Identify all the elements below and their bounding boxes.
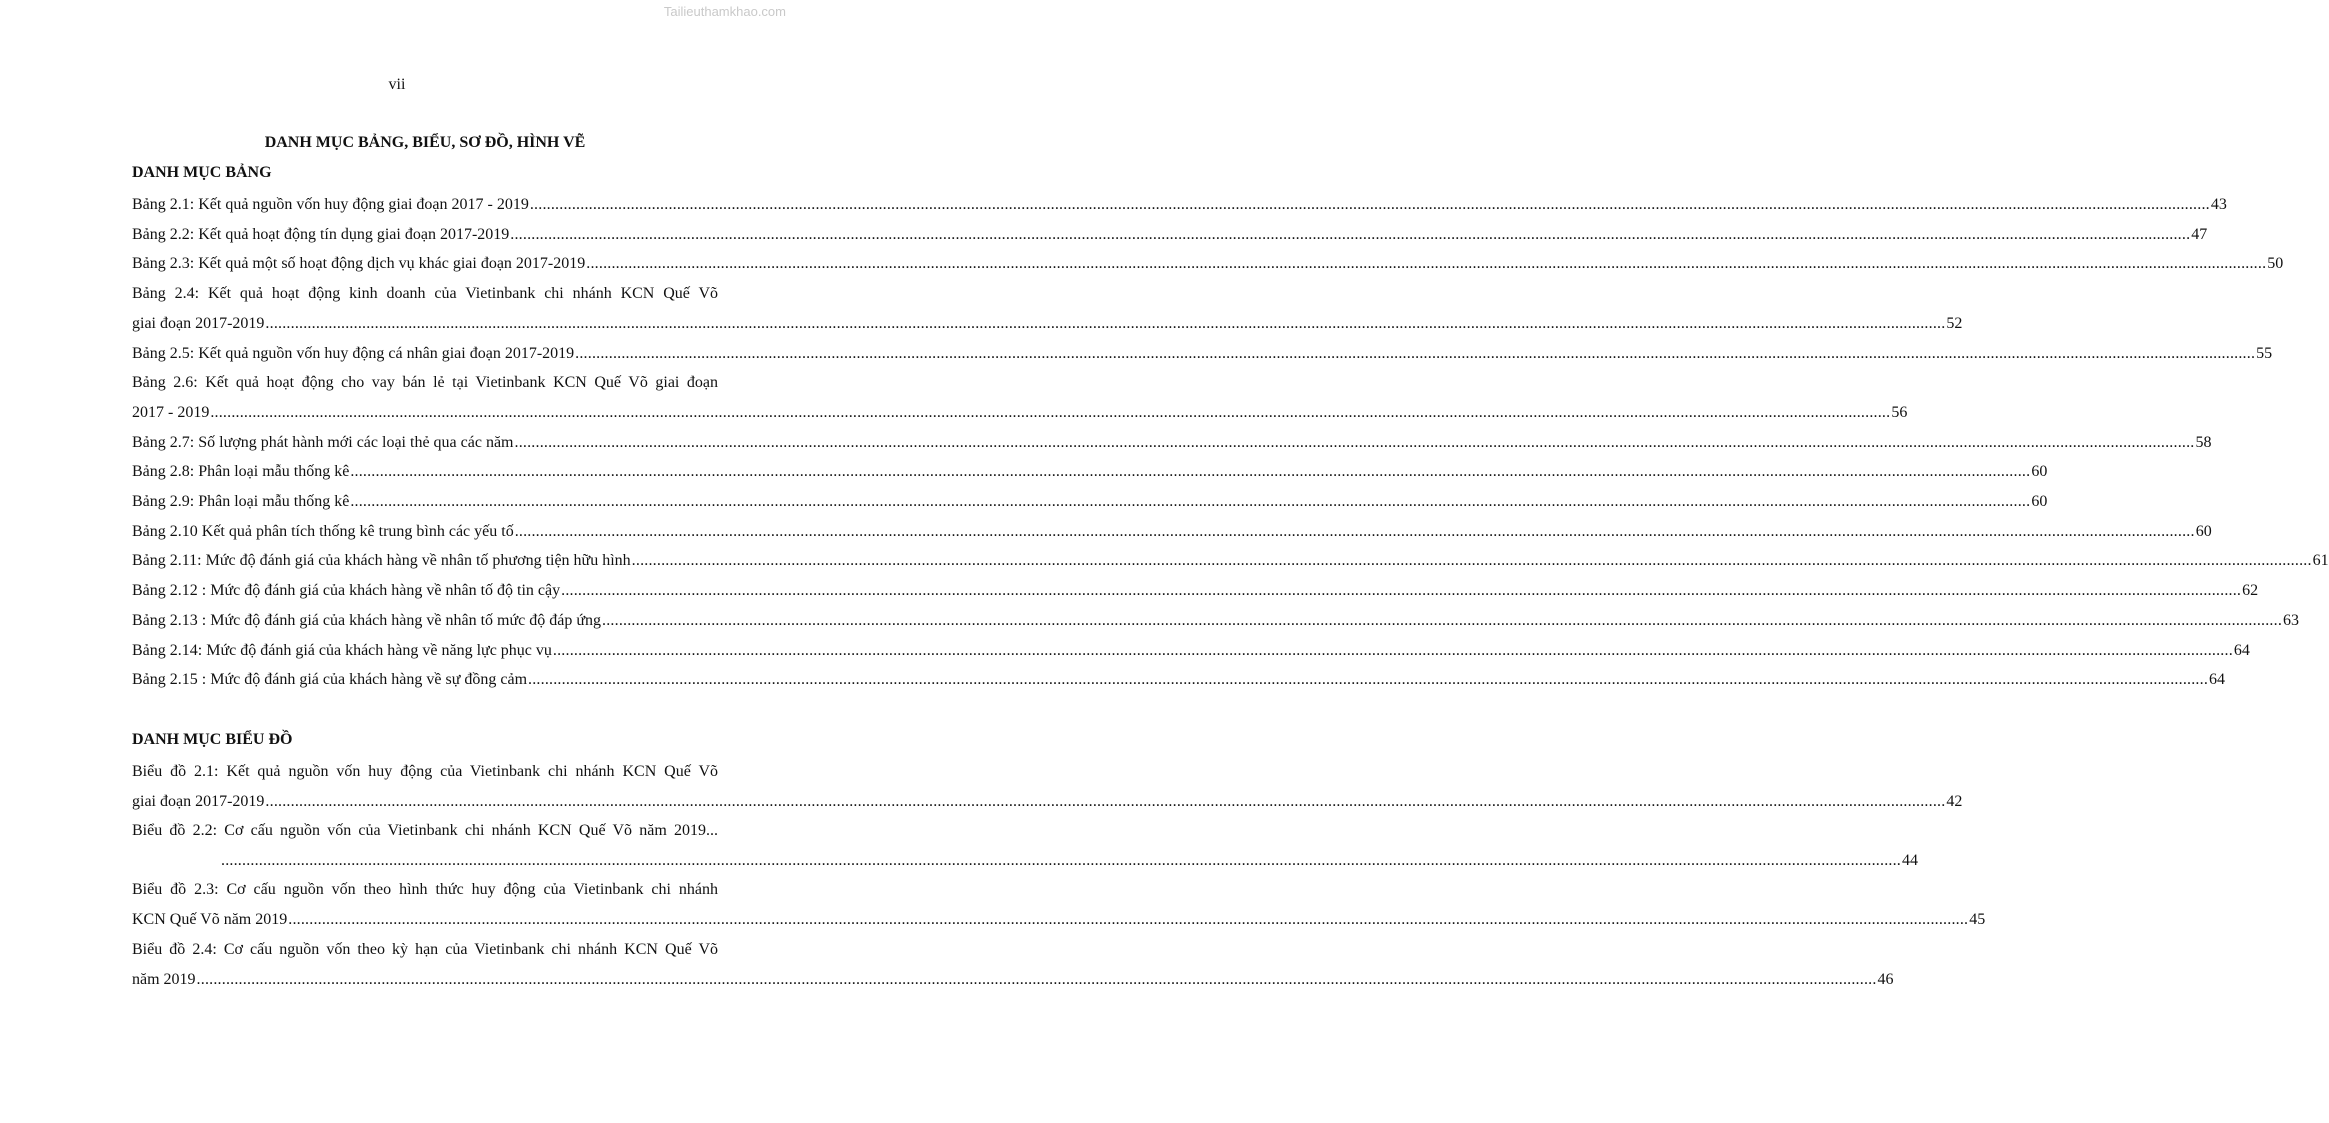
dot-leader: ................................................................................................................................................................................................................................................................................................................................................................................................................ [631, 552, 2312, 570]
table-toc-entry-title: Bảng 2.10 Kết quả phân tích thống kê trung bình các yếu tố [132, 522, 514, 540]
table-toc-entry-title: Bảng 2.9: Phân loại mẫu thống kê [132, 493, 350, 510]
charts-section-heading: DANH MỤC BIỂU ĐỒ [132, 731, 293, 748]
dot-leader: ................................................................................................................................................................................................................................................................................................................................................................................................................ [221, 852, 1901, 870]
table-toc-entry-page-number: 63 [2283, 611, 2300, 629]
table-toc-entry-page-number: 64 [2209, 671, 2226, 689]
dot-leader: ................................................................................................................................................................................................................................................................................................................................................................................................................ [265, 793, 1946, 810]
table-toc-entry-title: 2017 - 2019 [132, 404, 210, 422]
table-toc-entry-title: Bảng 2.14: Mức độ đánh giá của khách hàng về năng lực phục vụ [132, 641, 552, 659]
table-toc-entry[interactable] [132, 517, 2212, 547]
dot-leader: ................................................................................................................................................................................................................................................................................................................................................................................................................ [561, 582, 2242, 600]
chart-toc-entry-title-line: Biểu đồ 2.3: Cơ cấu nguồn vốn theo hình thức huy động của Vietinbank chi nhánh [132, 881, 718, 899]
dot-leader: ................................................................................................................................................................................................................................................................................................................................................................................................................ [575, 344, 2256, 362]
table-toc-entry-title: Bảng 2.12 : Mức độ đánh giá của khách hàng về nhân tố độ tin cậy [132, 582, 561, 600]
table-toc-entry[interactable] [132, 368, 1908, 428]
table-toc-entry-title: Bảng 2.7: Số lượng phát hành mới các loại thẻ qua các năm [132, 433, 514, 451]
table-toc-entry-title: Bảng 2.5: Kết quả nguồn vốn huy động cá nhân giai đoạn 2017-2019 [132, 344, 575, 362]
dot-leader: ................................................................................................................................................................................................................................................................................................................................................................................................................ [586, 255, 2267, 273]
page-title: DANH MỤC BẢNG, BIỂU, SƠ ĐỒ, HÌNH VẼ [264, 134, 586, 151]
table-toc-entry-page-number: 60 [2195, 522, 2212, 540]
chart-toc-entry[interactable] [132, 816, 1918, 876]
table-toc-entry[interactable] [132, 665, 2226, 695]
chart-toc-entry-title-line: Biểu đồ 2.1: Kết quả nguồn vốn huy động của Vietinbank chi nhánh KCN Quế Võ [132, 763, 718, 780]
table-toc-entry-title: Bảng 2.11: Mức độ đánh giá của khách hàng về nhân tố phương tiện hữu hình [132, 552, 631, 570]
page-number: vii [388, 76, 406, 93]
table-toc-entry-page-number: 60 [2031, 463, 2048, 481]
table-toc-entry-page-number: 52 [1946, 315, 1963, 333]
table-toc-entry-page-number: 47 [2191, 225, 2208, 243]
dot-leader: ................................................................................................................................................................................................................................................................................................................................................................................................................ [528, 671, 2209, 689]
table-toc-entry-title: Bảng 2.3: Kết quả một số hoạt động dịch vụ khác giai đoạn 2017-2019 [132, 255, 586, 273]
dot-leader: ................................................................................................................................................................................................................................................................................................................................................................................................................ [350, 493, 2031, 510]
table-toc-entry-title: Bảng 2.2: Kết quả hoạt động tín dụng giai đoạn 2017-2019 [132, 225, 510, 243]
chart-toc-entry[interactable] [132, 757, 1963, 817]
table-toc-entry-page-number: 62 [2242, 582, 2259, 600]
watermark: Tailieuthamkhao.com [663, 4, 786, 19]
table-toc-entry-title: Bảng 2.8: Phân loại mẫu thống kê [132, 463, 350, 481]
chart-toc-entry[interactable] [132, 935, 1894, 995]
table-toc-entry-page-number: 55 [2256, 344, 2273, 362]
table-toc-entry[interactable] [132, 428, 2212, 458]
table-toc-entry[interactable] [132, 636, 2250, 666]
table-toc-entry-page-number: 60 [2031, 493, 2048, 510]
table-toc-entry-title: Bảng 2.13 : Mức độ đánh giá của khách hàng về nhân tố mức độ đáp ứng [132, 611, 602, 629]
chart-toc-entry[interactable] [132, 875, 1986, 935]
chart-toc-entry-page-number: 45 [1969, 911, 1986, 929]
table-toc-entry[interactable] [132, 220, 2208, 250]
table-toc-entry-page-number: 64 [2233, 641, 2250, 659]
table-toc-entry[interactable] [132, 576, 2259, 606]
table-toc-entry[interactable] [132, 279, 1963, 339]
table-toc-entry-title: giai đoạn 2017-2019 [132, 315, 265, 333]
chart-toc-entry-page-number: 42 [1946, 793, 1963, 810]
table-toc-entry[interactable] [132, 606, 2300, 636]
table-toc-entry[interactable] [132, 339, 2273, 369]
dot-leader: ................................................................................................................................................................................................................................................................................................................................................................................................................ [196, 970, 1877, 988]
table-toc-entry-title: Bảng 2.1: Kết quả nguồn vốn huy động giai đoạn 2017 - 2019 [132, 196, 529, 213]
dot-leader: ................................................................................................................................................................................................................................................................................................................................................................................................................ [529, 196, 2210, 213]
table-toc-entry-page-number: 61 [2312, 552, 2329, 570]
chart-toc-entry-title: KCN Quế Võ năm 2019 [132, 911, 288, 929]
table-toc-entry-title-line: Bảng 2.4: Kết quả hoạt động kinh doanh của Vietinbank chi nhánh KCN Quế Võ [132, 285, 718, 303]
table-toc-entry[interactable] [132, 190, 2227, 220]
table-toc-entry[interactable] [132, 487, 2048, 517]
chart-toc-entry-title-line: Biểu đồ 2.4: Cơ cấu nguồn vốn theo kỳ hạn của Vietinbank chi nhánh KCN Quế Võ [132, 940, 718, 958]
chart-toc-entry-page-number: 44 [1902, 852, 1918, 870]
dot-leader: ................................................................................................................................................................................................................................................................................................................................................................................................................ [288, 911, 1969, 929]
dot-leader: ................................................................................................................................................................................................................................................................................................................................................................................................................ [552, 641, 2233, 659]
dot-leader: ................................................................................................................................................................................................................................................................................................................................................................................................................ [602, 611, 2283, 629]
table-toc-entry-title-line: Bảng 2.6: Kết quả hoạt động cho vay bán lẻ tại Vietinbank KCN Quế Võ giai đoạn [132, 374, 718, 392]
table-toc-entry-page-number: 58 [2195, 433, 2212, 451]
dot-leader: ................................................................................................................................................................................................................................................................................................................................................................................................................ [514, 522, 2195, 540]
dot-leader: ................................................................................................................................................................................................................................................................................................................................................................................................................ [514, 433, 2195, 451]
tables-section-heading: DANH MỤC BẢNG [132, 164, 272, 181]
table-toc-entry-page-number: 43 [2210, 196, 2227, 213]
table-toc-entry[interactable] [132, 457, 2048, 487]
table-toc-entry[interactable] [132, 249, 2284, 279]
dot-leader: ................................................................................................................................................................................................................................................................................................................................................................................................................ [510, 225, 2191, 243]
dot-leader: ................................................................................................................................................................................................................................................................................................................................................................................................................ [210, 404, 1891, 422]
chart-toc-entry-title-line: Biểu đồ 2.2: Cơ cấu nguồn vốn của Vietinbank chi nhánh KCN Quế Võ năm 2019... [132, 822, 718, 840]
chart-toc-entry-page-number: 46 [1877, 970, 1894, 988]
table-toc-entry-title: Bảng 2.15 : Mức độ đánh giá của khách hàng về sự đồng cảm [132, 671, 528, 689]
table-toc-entry[interactable] [132, 546, 2329, 576]
chart-toc-entry-title: giai đoạn 2017-2019 [132, 793, 265, 810]
table-toc-entry-page-number: 50 [2267, 255, 2284, 273]
dot-leader: ................................................................................................................................................................................................................................................................................................................................................................................................................ [350, 463, 2031, 481]
dot-leader: ................................................................................................................................................................................................................................................................................................................................................................................................................ [265, 315, 1946, 333]
chart-toc-entry-title: năm 2019 [132, 970, 196, 988]
table-toc-entry-page-number: 56 [1891, 404, 1908, 422]
